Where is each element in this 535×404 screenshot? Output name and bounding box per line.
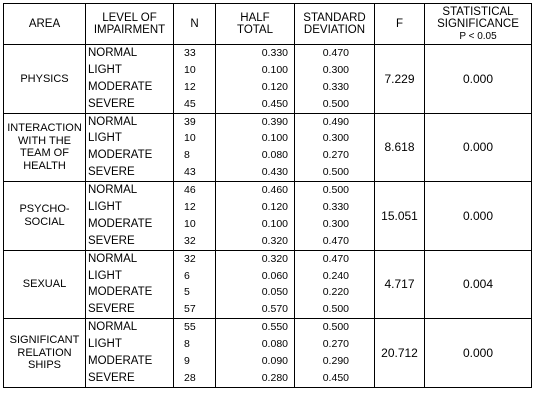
half-total-value: 0.430: [261, 166, 288, 179]
area-label: PSYCHO-: [19, 203, 70, 216]
standard-deviation-value: 0.500: [322, 184, 349, 197]
n-value: 12: [184, 80, 196, 93]
significance-value: 0.004: [425, 250, 532, 319]
half-total-value: 0.050: [261, 286, 288, 299]
half-total-value: 0.460: [261, 184, 288, 197]
n-value: 8: [184, 149, 190, 162]
impairment-level: LIGHT: [88, 338, 122, 351]
n-value: 8: [184, 338, 190, 351]
header-row: [4, 4, 532, 45]
n-value: 45: [184, 97, 196, 110]
impairment-level: SEVERE: [88, 234, 135, 247]
standard-deviation-value: 0.500: [322, 321, 349, 334]
n-value: 33: [184, 47, 196, 59]
standard-deviation-value: 0.300: [322, 217, 349, 230]
standard-deviation-value: 0.470: [322, 47, 349, 59]
standard-deviation-value: 0.500: [322, 303, 349, 316]
area-label: RELATION: [17, 346, 72, 359]
impairment-levels-cell: [86, 319, 174, 388]
half-total-value: 0.100: [261, 132, 288, 145]
area-cell: [4, 319, 86, 388]
header-half-total: HALF TOTAL: [216, 4, 295, 45]
impairment-level: NORMAL: [88, 115, 138, 128]
standard-deviation-value: 0.330: [322, 201, 349, 214]
n-cell: [174, 113, 216, 182]
n-value: 28: [184, 371, 196, 384]
standard-deviation-cell: [295, 182, 375, 251]
half-total-value: 0.090: [261, 355, 288, 368]
header-standard-deviation: STANDARD DEVIATION: [295, 4, 375, 45]
half-total-value: 0.080: [261, 149, 288, 162]
standard-deviation-cell: [295, 113, 375, 182]
standard-deviation-value: 0.500: [322, 166, 349, 179]
table-body: [4, 45, 532, 388]
standard-deviation-cell: [295, 250, 375, 319]
header-level-of-impairment: LEVEL OF IMPAIRMENT: [86, 4, 174, 45]
n-value: 32: [184, 234, 196, 247]
impairment-levels-cell: [86, 113, 174, 182]
half-total-value: 0.450: [261, 97, 288, 110]
standard-deviation-value: 0.270: [322, 149, 349, 162]
f-value: 20.712: [375, 319, 425, 388]
impairment-level: NORMAL: [88, 252, 138, 265]
impairment-level: MODERATE: [88, 217, 153, 230]
n-value: 12: [184, 201, 196, 214]
area-label: HEALTH: [23, 159, 66, 172]
half-total-cell: [216, 250, 295, 319]
half-total-value: 0.120: [261, 80, 288, 93]
standard-deviation-value: 0.240: [322, 269, 349, 282]
standard-deviation-value: 0.300: [322, 63, 349, 76]
impairment-level: NORMAL: [88, 321, 138, 334]
standard-deviation-value: 0.490: [322, 115, 349, 128]
impairment-levels-cell: [86, 182, 174, 251]
header-f: F: [375, 4, 425, 45]
area-cell: [4, 182, 86, 251]
f-value: 4.717: [375, 250, 425, 319]
half-total-value: 0.080: [261, 338, 288, 351]
half-total-value: 0.120: [261, 201, 288, 214]
significance-value: 0.000: [425, 182, 532, 251]
table-row: [4, 319, 532, 388]
impairment-level: MODERATE: [88, 149, 153, 162]
area-label: INTERACTION: [7, 122, 82, 135]
n-value: 57: [184, 303, 196, 316]
half-total-cell: [216, 45, 295, 114]
standard-deviation-value: 0.470: [322, 252, 349, 265]
impairment-levels-cell: [86, 45, 174, 114]
table-row: [4, 182, 532, 251]
standard-deviation-value: 0.220: [322, 286, 349, 299]
area-label: TEAM OF: [20, 147, 69, 160]
half-total-value: 0.060: [261, 269, 288, 282]
standard-deviation-value: 0.330: [322, 80, 349, 93]
table-row: [4, 45, 532, 114]
impairment-level: SEVERE: [88, 303, 135, 316]
area-label: SOCIAL: [24, 215, 65, 228]
standard-deviation-cell: [295, 319, 375, 388]
area-label: PHYSICS: [20, 72, 69, 85]
area-cell: [4, 45, 86, 114]
impairment-level: LIGHT: [88, 132, 122, 145]
impairment-level: LIGHT: [88, 201, 122, 214]
n-value: 39: [184, 115, 196, 128]
impairment-level: SEVERE: [88, 97, 135, 110]
half-total-value: 0.330: [261, 47, 288, 59]
standard-deviation-value: 0.300: [322, 132, 349, 145]
n-value: 10: [184, 132, 196, 145]
standard-deviation-value: 0.450: [322, 371, 349, 384]
half-total-value: 0.100: [261, 63, 288, 76]
results-table: [3, 3, 532, 388]
n-cell: [174, 250, 216, 319]
significance-value: 0.000: [425, 113, 532, 182]
area-label: SEXUAL: [22, 278, 67, 291]
half-total-cell: [216, 113, 295, 182]
n-cell: [174, 319, 216, 388]
impairment-level: SEVERE: [88, 166, 135, 179]
impairment-level: SEVERE: [88, 371, 135, 384]
half-total-cell: [216, 319, 295, 388]
table-row: [4, 250, 532, 319]
n-value: 55: [184, 321, 196, 334]
f-value: 8.618: [375, 113, 425, 182]
impairment-level: NORMAL: [88, 47, 138, 59]
n-value: 46: [184, 184, 196, 197]
half-total-value: 0.320: [261, 252, 288, 265]
area-cell: [4, 113, 86, 182]
impairment-level: MODERATE: [88, 355, 153, 368]
n-value: 10: [184, 217, 196, 230]
f-value: 15.051: [375, 182, 425, 251]
standard-deviation-value: 0.290: [322, 355, 349, 368]
n-cell: [174, 45, 216, 114]
area-label: SHIPS: [27, 359, 61, 372]
header-area: AREA: [4, 4, 86, 45]
n-value: 6: [184, 269, 190, 282]
table-row: [4, 113, 532, 182]
standard-deviation-cell: [295, 45, 375, 114]
standard-deviation-value: 0.470: [322, 234, 349, 247]
impairment-level: MODERATE: [88, 286, 153, 299]
standard-deviation-value: 0.500: [322, 97, 349, 110]
half-total-value: 0.280: [261, 371, 288, 384]
significance-value: 0.000: [425, 45, 532, 114]
n-value: 43: [184, 166, 196, 179]
impairment-levels-cell: [86, 250, 174, 319]
half-total-value: 0.320: [261, 234, 288, 247]
impairment-level: LIGHT: [88, 63, 122, 76]
n-cell: [174, 182, 216, 251]
n-value: 32: [184, 252, 196, 265]
n-value: 5: [184, 286, 190, 299]
impairment-level: LIGHT: [88, 269, 122, 282]
n-value: 10: [184, 63, 196, 76]
impairment-level: NORMAL: [88, 184, 138, 197]
significance-value: 0.000: [425, 319, 532, 388]
f-value: 7.229: [375, 45, 425, 114]
half-total-cell: [216, 182, 295, 251]
area-cell: [4, 250, 86, 319]
half-total-value: 0.390: [261, 115, 288, 128]
area-label: WITH THE: [18, 134, 71, 147]
half-total-value: 0.550: [261, 321, 288, 334]
impairment-level: MODERATE: [88, 80, 153, 93]
n-value: 9: [184, 355, 190, 368]
half-total-value: 0.570: [261, 303, 288, 316]
half-total-value: 0.100: [261, 217, 288, 230]
area-label: SIGNIFICANT: [9, 334, 80, 347]
standard-deviation-value: 0.270: [322, 338, 349, 351]
header-n: N: [174, 4, 216, 45]
header-statistical-significance: STATISTICAL SIGNIFICANCE P < 0.05: [425, 4, 532, 45]
